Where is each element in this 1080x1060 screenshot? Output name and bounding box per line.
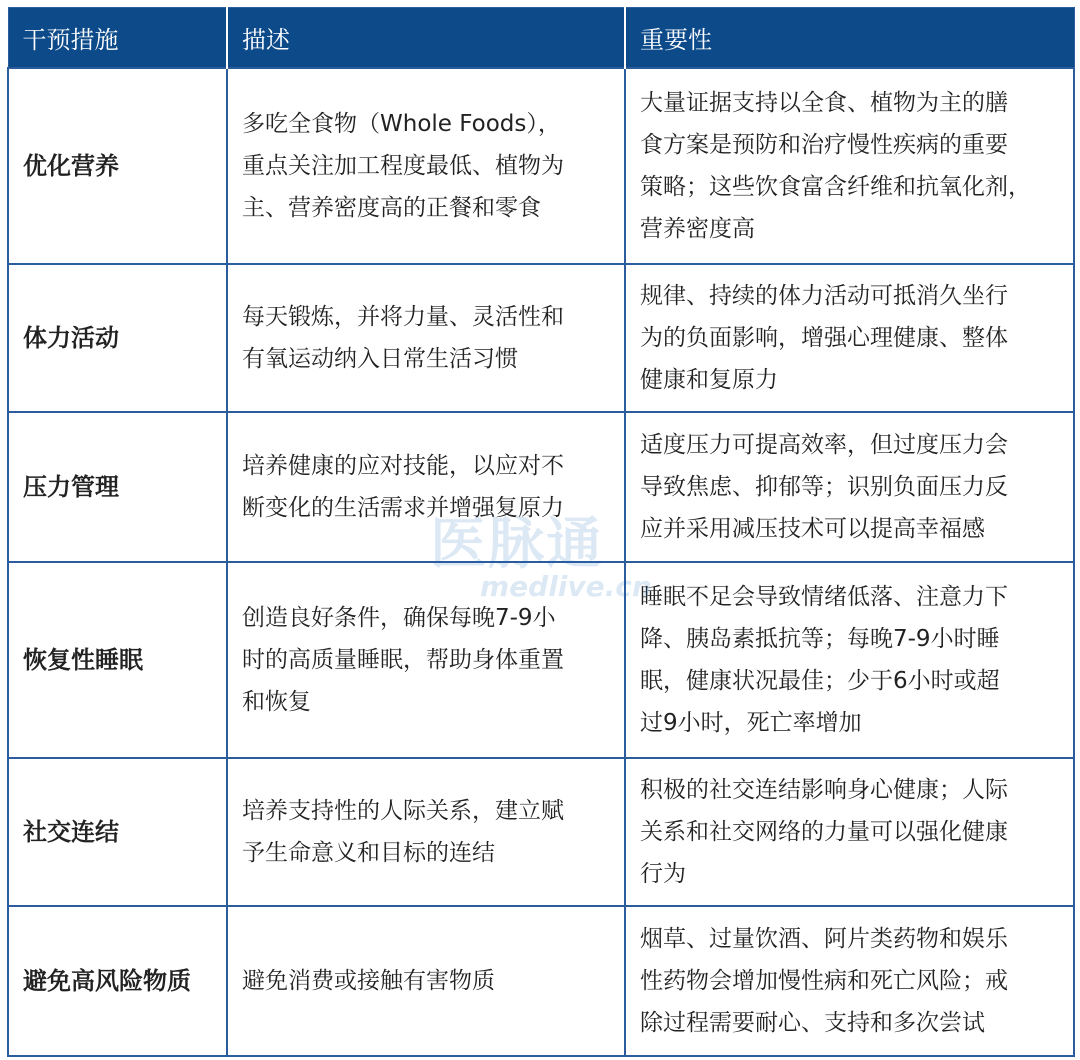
text-line: 主、营养密度高的正餐和零食 [242,195,541,221]
text-line: 创造良好条件，确保每晚7-9小 [242,605,556,631]
importance-cell [625,264,1074,412]
description-cell [227,562,625,758]
text-line: 性药物会增加慢性病和死亡风险；戒 [640,968,1008,994]
text-line: 为的负面影响，增强心理健康、整体 [640,325,1008,351]
text-line: 避免消费或接触有害物质 [242,968,495,994]
table-row [8,264,1074,412]
text-line: 重点关注加工程度最低、植物为 [242,153,564,179]
text-line: 时的高质量睡眠，帮助身体重置 [242,647,564,673]
text-line: 积极的社交连结影响身心健康；人际 [640,777,1008,803]
text-line: 过9小时，死亡率增加 [640,710,862,736]
text-line: 予生命意义和目标的连结 [242,840,495,866]
description-cell [227,906,625,1056]
text-line: 培养健康的应对技能，以应对不 [242,453,564,479]
description-cell [227,264,625,412]
intervention-name: 避免高风险物质 [8,906,227,1056]
table-row [8,562,1074,758]
importance-cell [625,758,1074,906]
text-line: 和恢复 [242,689,311,715]
header-row [8,8,1074,69]
text-line: 健康和复原力 [640,367,778,393]
intervention-name: 体力活动 [8,264,227,412]
text-line: 策略；这些饮食富含纤维和抗氧化剂， [640,174,1031,200]
watermark-cn: 医脉通 [430,512,604,577]
text-line: 睡眠不足会导致情绪低落、注意力下 [640,584,1008,610]
description-cell [227,68,625,264]
table-row [8,412,1074,562]
description-cell [227,758,625,906]
text-line: 培养支持性的人际关系，建立赋 [242,798,564,824]
intervention-name: 社交连结 [8,758,227,906]
text-line: 关系和社交网络的力量可以强化健康 [640,819,1008,845]
text-line: 导致焦虑、抑郁等；识别负面压力反 [640,474,1008,500]
intervention-name: 优化营养 [8,68,227,264]
text-line: 适度压力可提高效率，但过度压力会 [640,432,1008,458]
importance-cell [625,68,1074,264]
text-line: 降、胰岛素抵抗等；每晚7-9小时睡 [640,626,1000,652]
text-line: 断变化的生活需求并增强复原力 [242,495,564,521]
text-line: 规律、持续的体力活动可抵消久坐行 [640,283,1008,309]
text-line: 有氧运动纳入日常生活习惯 [242,346,518,372]
importance-cell [625,906,1074,1056]
text-line: 食方案是预防和治疗慢性疾病的重要 [640,132,1008,158]
watermark-en: medlive.cn [480,570,652,603]
table-row [8,68,1074,264]
importance-cell [625,412,1074,562]
text-line: 除过程需要耐心、支持和多次尝试 [640,1010,985,1036]
header-intervention: 干预措施 [8,8,227,69]
text-line: 行为 [640,861,686,887]
header-description: 描述 [227,8,625,69]
intervention-name: 恢复性睡眠 [8,562,227,758]
text-line: 每天锻炼，并将力量、灵活性和 [242,304,564,330]
text-line: 烟草、过量饮酒、阿片类药物和娱乐 [640,926,1008,952]
text-line: 多吃全食物（Whole Foods）， [242,111,561,137]
table-row [8,906,1074,1056]
header-importance: 重要性 [625,8,1074,69]
description-cell [227,412,625,562]
intervention-name: 压力管理 [8,412,227,562]
table-row [8,758,1074,906]
interventions-table [7,7,1075,1057]
importance-cell [625,562,1074,758]
text-line: 营养密度高 [640,216,755,242]
text-line: 大量证据支持以全食、植物为主的膳 [640,90,1008,116]
text-line: 应并采用减压技术可以提高幸福感 [640,516,985,542]
text-line: 眠，健康状况最佳；少于6小时或超 [640,668,1000,694]
